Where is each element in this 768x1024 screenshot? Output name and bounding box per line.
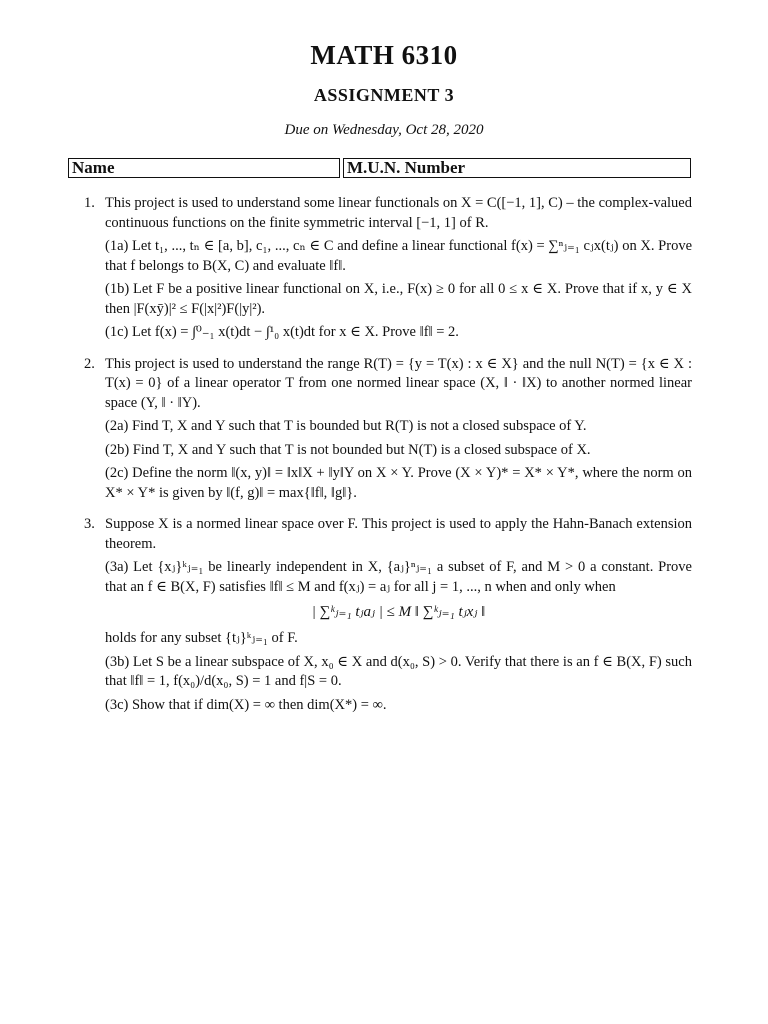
document-title: MATH 6310	[310, 40, 458, 70]
problem-part: (1c) Let f(x) = ∫⁰₋₁ x(t)dt − ∫¹₀ x(t)dt for x ∈ X. Prove ‖f‖ = 2.	[105, 324, 459, 340]
problem-number: 3.	[84, 516, 95, 532]
problem-part: (2b) Find T, X and Y such that T is not bounded but N(T) is a closed subspace of X.	[105, 441, 591, 458]
mun-number-field	[343, 158, 691, 178]
problem-3	[84, 515, 692, 715]
name-field	[68, 158, 340, 178]
problem-1	[84, 194, 692, 343]
problem-number: 2.	[84, 355, 95, 372]
problem-part: (2a) Find T, X and Y such that T is bounded but R(T) is not a closed subspace of Y.	[105, 418, 587, 434]
problem-text: holds for any subset {tⱼ}ᵏⱼ₌₁ of F.	[105, 630, 298, 646]
problem-2	[84, 355, 692, 504]
problem-part: (3b) Let S be a linear subspace of X, x₀ ∈ X and d(x₀, S) > 0. Verify that there is an f ∈ B(X, F) such that ‖f‖ = 1, f(x₀)/d(x₀, S) = 1 and f|S = 0.	[105, 653, 692, 689]
mun-number-field-label: M.U.N. Number	[347, 158, 466, 177]
due-date: Due on Wednesday, Oct 28, 2020	[284, 122, 484, 138]
problem-part: (1b) Let F be a positive linear functional on X, i.e., F(x) ≥ 0 for all 0 ≤ x ∈ X. Prove that if x, y ∈ X then |F(xȳ)|² ≤ F(|x|²)F(|y|²).	[105, 281, 692, 317]
problem-list	[84, 194, 692, 727]
problem-number: 1.	[84, 195, 95, 211]
problem-intro: This project is used to understand the range R(T) = {y = T(x) : x ∈ X} and the null N(T) = {x ∈ X : T(x) = 0} of a linear operator T from one normed linear space (X, ‖ · ‖X) to another normed linear space (Y, ‖ · ‖Y).	[105, 355, 692, 411]
problem-intro: Suppose X is a normed linear space over F. This project is used to apply the Hahn-Banach extension theorem.	[105, 516, 692, 552]
name-field-label: Name	[72, 158, 115, 177]
problem-intro: This project is used to understand some linear functionals on X = C([−1, 1], C) – the complex-valued continuous functions on the finite symmetric interval [−1, 1] of R.	[105, 195, 692, 231]
problem-part: (3c) Show that if dim(X) = ∞ then dim(X*) = ∞.	[105, 696, 387, 713]
display-equation: | ∑ᵏⱼ₌₁ tⱼaⱼ | ≤ M ‖ ∑ᵏⱼ₌₁ tⱼxⱼ ‖	[311, 604, 486, 620]
problem-part: (2c) Define the norm ‖(x, y)‖ = ‖x‖X + ‖y‖Y on X × Y. Prove (X × Y)* = X* × Y*, where the norm on X* × Y* is given by ‖(f, g)‖ = max{‖f‖, ‖g‖}.	[105, 465, 692, 501]
problem-part: (1a) Let t₁, ..., tₙ ∈ [a, b], c₁, ..., cₙ ∈ C and define a linear functional f(x) = ∑ⁿⱼ₌₁ cⱼx(tⱼ) on X. Prove that f belongs to B(X, C) and evaluate ‖f‖.	[105, 238, 692, 274]
assignment-subtitle: ASSIGNMENT 3	[313, 85, 455, 105]
problem-part: (3a) Let {xⱼ}ᵏⱼ₌₁ be linearly independent in X, {aⱼ}ⁿⱼ₌₁ a subset of F, and M > 0 a constant. Prove that an f ∈ B(X, F) satisfies ‖f‖ ≤ M and f(xⱼ) = aⱼ for all j = 1, ..., n when and only when	[105, 559, 692, 595]
